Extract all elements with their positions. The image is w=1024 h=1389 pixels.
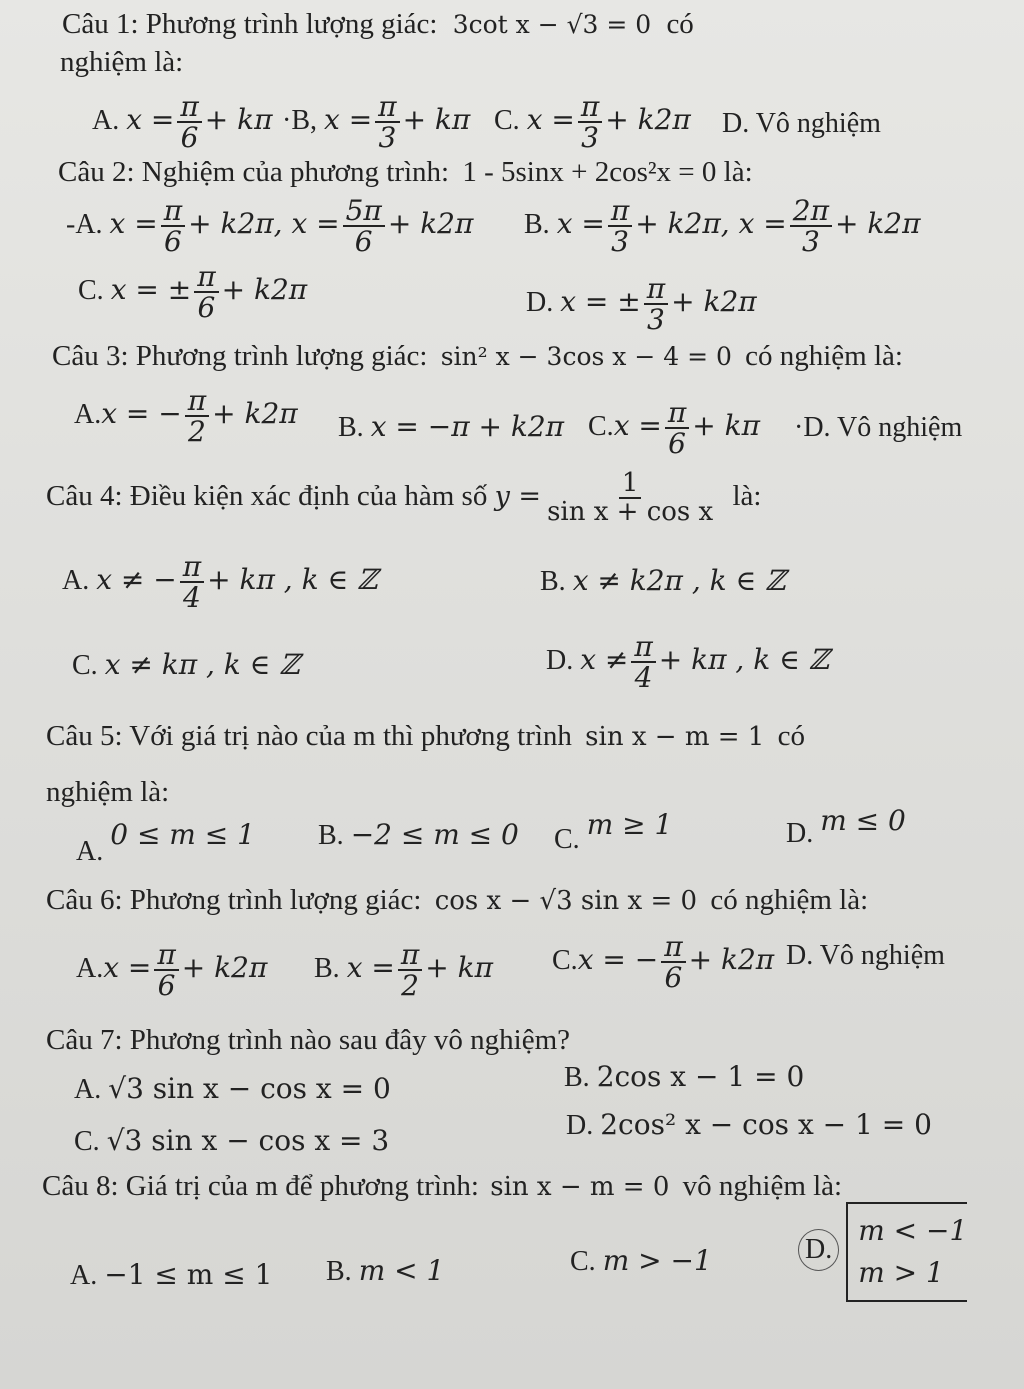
- denominator: 3: [611, 225, 629, 259]
- option-a[interactable]: [62, 552, 378, 613]
- option-letter: B.: [564, 1062, 590, 1093]
- option-c[interactable]: [588, 398, 760, 459]
- question-number: Câu 7:: [46, 1024, 123, 1056]
- question-text: Với giá trị nào của m thì phương trình: [129, 720, 572, 752]
- fraction: [578, 92, 602, 153]
- question-tail: là:: [723, 156, 753, 188]
- condition-line: m < −1: [858, 1214, 968, 1247]
- option-letter: A.: [76, 836, 104, 867]
- option-c[interactable]: [494, 92, 691, 153]
- option-d[interactable]: [566, 1108, 932, 1142]
- option-letter: C.: [554, 824, 580, 855]
- fraction: [194, 262, 218, 323]
- question-text: Điều kiện xác định của hàm số: [129, 479, 488, 512]
- option-c[interactable]: [554, 808, 673, 855]
- fraction: [665, 398, 689, 459]
- option-letter: D.: [786, 818, 814, 849]
- option-letter: A.: [70, 1260, 98, 1291]
- option-letter: C.: [72, 650, 98, 681]
- denominator: 6: [664, 961, 683, 995]
- question-text: Phương trình lượng giác:: [145, 8, 438, 40]
- numerator: π: [180, 552, 204, 583]
- option-expr: + kπ: [425, 950, 493, 984]
- option-b[interactable]: [326, 1254, 444, 1288]
- option-a[interactable]: [70, 1258, 272, 1292]
- option-expr: √3 sin x − cos x = 3: [106, 1124, 390, 1157]
- question-3-stem: [52, 340, 903, 373]
- question-6-stem: [46, 884, 868, 917]
- option-letter: B.: [524, 208, 550, 240]
- option-expr: + k2π: [834, 206, 921, 240]
- option-expr: x = −: [101, 396, 182, 430]
- option-expr: + k2π: [387, 206, 474, 240]
- option-expr: + k2π: [181, 950, 268, 984]
- option-expr: + kπ: [692, 408, 760, 442]
- option-expr: √3 sin x − cos x = 0: [108, 1072, 391, 1105]
- numerator: π: [661, 932, 685, 963]
- option-a[interactable]: [74, 1072, 391, 1106]
- option-d[interactable]: D. Vô nghiệm: [786, 940, 945, 971]
- option-expr: x =: [126, 102, 175, 136]
- option-expr: + kπ: [402, 102, 471, 136]
- fraction: [343, 196, 385, 257]
- fraction: [180, 552, 204, 613]
- option-letter: D.: [546, 644, 574, 676]
- option-b[interactable]: [540, 564, 786, 598]
- numerator: π: [177, 92, 201, 123]
- option-expr: x = ±: [110, 272, 192, 306]
- numerator: π: [161, 196, 185, 227]
- denominator: 4: [183, 581, 201, 615]
- option-expr: + k2π, x =: [188, 206, 340, 240]
- option-d[interactable]: ·D. Vô nghiệm: [794, 412, 963, 443]
- option-expr: + kπ: [204, 102, 273, 136]
- condition-line: m > 1: [858, 1256, 944, 1289]
- option-expr: 2cos² x − cos x − 1 = 0: [600, 1108, 932, 1141]
- option-expr: x ≠ k2π , k ∈ ℤ: [572, 564, 786, 597]
- option-letter: A.: [62, 564, 90, 596]
- option-expr: x ≠: [580, 642, 629, 676]
- question-text: Phương trình lượng giác:: [129, 884, 422, 916]
- option-a[interactable]: [92, 92, 273, 153]
- option-a[interactable]: [74, 386, 298, 447]
- question-1-stem-cont: nghiệm là:: [60, 46, 184, 78]
- numerator: π: [578, 92, 602, 123]
- option-expr: x = −: [577, 942, 659, 976]
- question-text: Phương trình lượng giác:: [135, 340, 428, 372]
- question-4-stem: [46, 470, 761, 527]
- bracket-system: [846, 1202, 967, 1302]
- option-d[interactable]: [798, 1202, 967, 1302]
- option-b[interactable]: [318, 818, 519, 852]
- question-5-stem: [46, 720, 805, 753]
- question-number: Câu 4:: [46, 479, 123, 512]
- numerator: π: [665, 398, 689, 429]
- fraction: [398, 940, 422, 1001]
- option-letter: A.: [74, 1074, 102, 1105]
- numerator: 1: [619, 470, 642, 499]
- option-letter: D.: [526, 286, 554, 318]
- denominator: 3: [581, 121, 599, 155]
- question-5-stem-cont: nghiệm là:: [46, 776, 170, 808]
- option-letter: ·B,: [282, 104, 317, 136]
- denominator: 6: [163, 225, 182, 259]
- denominator: 4: [634, 661, 653, 695]
- fraction: [177, 92, 201, 153]
- option-expr: + k2π, x =: [635, 206, 787, 240]
- option-c[interactable]: [570, 1244, 712, 1278]
- option-expr: x =: [613, 408, 662, 442]
- question-tail: vô nghiệm là:: [682, 1170, 843, 1202]
- option-expr: −1 ≤ m ≤ 1: [104, 1258, 273, 1291]
- option-expr: m > −1: [602, 1244, 712, 1277]
- denominator: 6: [180, 121, 199, 155]
- option-expr: x =: [346, 950, 395, 984]
- equation: sin² x − 3cos x − 4 = 0: [440, 342, 732, 371]
- option-c[interactable]: [78, 262, 307, 323]
- option-letter: C.: [588, 410, 614, 442]
- option-letter: C.: [494, 104, 520, 136]
- question-8-stem: [42, 1170, 842, 1203]
- denominator: 2: [401, 969, 419, 1003]
- option-expr: + k2π: [688, 942, 775, 976]
- option-expr: + kπ , k ∈ ℤ: [658, 642, 830, 676]
- option-b[interactable]: [314, 940, 493, 1001]
- denominator: 3: [801, 225, 820, 259]
- option-expr: x ≠ −: [96, 562, 177, 596]
- numerator: 5π: [343, 196, 385, 227]
- option-d[interactable]: D. Vô nghiệm: [722, 108, 881, 139]
- option-letter: A.: [76, 952, 104, 984]
- option-expr: 0 ≤ m ≤ 1: [110, 818, 255, 851]
- denominator: 6: [354, 225, 373, 259]
- option-a[interactable]: [76, 940, 267, 1001]
- denominator: 3: [378, 121, 397, 155]
- equation: sin x − m = 1: [585, 722, 765, 752]
- option-c[interactable]: [74, 1124, 389, 1158]
- question-number: Câu 3:: [52, 340, 129, 372]
- option-expr: x =: [324, 102, 373, 136]
- option-a[interactable]: [76, 818, 255, 867]
- numerator: 2π: [790, 196, 832, 227]
- option-letter: A.: [92, 104, 120, 136]
- numerator: π: [375, 92, 399, 123]
- option-letter: B.: [338, 412, 364, 443]
- option-expr: + k2π: [605, 102, 691, 136]
- question-7-stem: [46, 1024, 570, 1057]
- option-expr: x ≠ kπ , k ∈ ℤ: [104, 648, 300, 681]
- equation: cos x − √3 sin x = 0: [434, 886, 698, 916]
- fraction: [790, 196, 832, 257]
- option-b[interactable]: [524, 196, 921, 257]
- option-expr: x = −π + k2π: [370, 410, 565, 443]
- denominator: 6: [668, 427, 686, 461]
- fraction: [544, 470, 716, 527]
- option-b[interactable]: [282, 92, 470, 153]
- question-text: Giá trị của m để phương trình:: [125, 1170, 479, 1202]
- numerator: π: [185, 386, 209, 417]
- option-expr: x =: [103, 950, 152, 984]
- numerator: π: [154, 940, 178, 971]
- equation: y =: [494, 480, 542, 512]
- question-tail: có: [777, 720, 805, 752]
- denominator: 2: [188, 415, 206, 449]
- option-expr: x = ±: [560, 284, 641, 318]
- option-expr: x =: [556, 206, 605, 240]
- question-number: Câu 1:: [62, 8, 139, 40]
- option-letter: C.: [78, 274, 104, 306]
- option-expr: x =: [109, 206, 158, 240]
- option-letter: C.: [74, 1126, 100, 1157]
- option-a[interactable]: [66, 196, 473, 257]
- option-b[interactable]: [338, 410, 564, 444]
- option-letter: B.: [314, 952, 340, 984]
- equation: sin x − m = 0: [490, 1172, 670, 1202]
- option-letter-circled: D.: [798, 1229, 839, 1271]
- fraction: [185, 386, 209, 447]
- option-expr: −2 ≤ m ≤ 0: [350, 818, 519, 851]
- denominator: 6: [157, 969, 176, 1003]
- denominator: sin x + cos x: [547, 497, 714, 528]
- option-expr: m ≥ 1: [586, 808, 673, 841]
- question-number: Câu 2:: [58, 156, 135, 188]
- numerator: π: [398, 940, 422, 971]
- option-c[interactable]: [72, 648, 300, 682]
- equation: 3cot x − √3 = 0: [452, 10, 652, 39]
- question-1-stem: [62, 8, 694, 41]
- option-expr: + kπ , k ∈ ℤ: [207, 562, 378, 596]
- option-letter: B.: [318, 820, 344, 851]
- option-expr: x =: [526, 102, 575, 136]
- option-expr: m ≤ 0: [820, 804, 906, 837]
- fraction: [631, 632, 655, 693]
- option-d[interactable]: [526, 274, 757, 335]
- fraction: [375, 92, 399, 153]
- option-letter: D.: [566, 1110, 594, 1141]
- option-expr: + k2π: [221, 272, 308, 306]
- question-tail: là:: [732, 479, 762, 512]
- question-tail: có: [666, 8, 694, 40]
- option-letter: -A.: [66, 208, 103, 240]
- option-d[interactable]: [786, 804, 906, 849]
- option-letter: C.: [570, 1246, 596, 1277]
- question-number: Câu 6:: [46, 884, 123, 916]
- option-expr: m < 1: [358, 1254, 445, 1287]
- question-text: Nghiệm của phương trình:: [141, 156, 450, 188]
- denominator: 6: [197, 291, 216, 325]
- option-d[interactable]: [546, 632, 829, 693]
- numerator: π: [608, 196, 632, 227]
- question-2-stem: [58, 156, 753, 189]
- question-tail: có nghiệm là:: [745, 340, 903, 372]
- option-c[interactable]: [552, 932, 774, 993]
- question-number: Câu 8:: [42, 1170, 119, 1202]
- option-expr: 2cos x − 1 = 0: [596, 1060, 805, 1093]
- equation: 1 - 5sinx + 2cos²x = 0: [462, 156, 717, 188]
- option-expr: + k2π: [212, 396, 298, 430]
- fraction: [661, 932, 685, 993]
- option-letter: C.: [552, 944, 578, 976]
- fraction: [608, 196, 632, 257]
- question-number: Câu 5:: [46, 720, 123, 752]
- numerator: π: [194, 262, 218, 293]
- option-letter: B.: [540, 566, 566, 597]
- option-letter: B.: [326, 1256, 352, 1287]
- question-tail: có nghiệm là:: [710, 884, 869, 916]
- option-b[interactable]: [564, 1060, 804, 1094]
- fraction: [154, 940, 178, 1001]
- numerator: π: [631, 632, 655, 663]
- numerator: π: [644, 274, 668, 305]
- denominator: 3: [647, 303, 665, 337]
- option-letter: A.: [74, 398, 102, 430]
- option-expr: + k2π: [671, 284, 757, 318]
- fraction: [161, 196, 185, 257]
- fraction: [644, 274, 668, 335]
- question-text: Phương trình nào sau đây vô nghiệm?: [129, 1024, 570, 1056]
